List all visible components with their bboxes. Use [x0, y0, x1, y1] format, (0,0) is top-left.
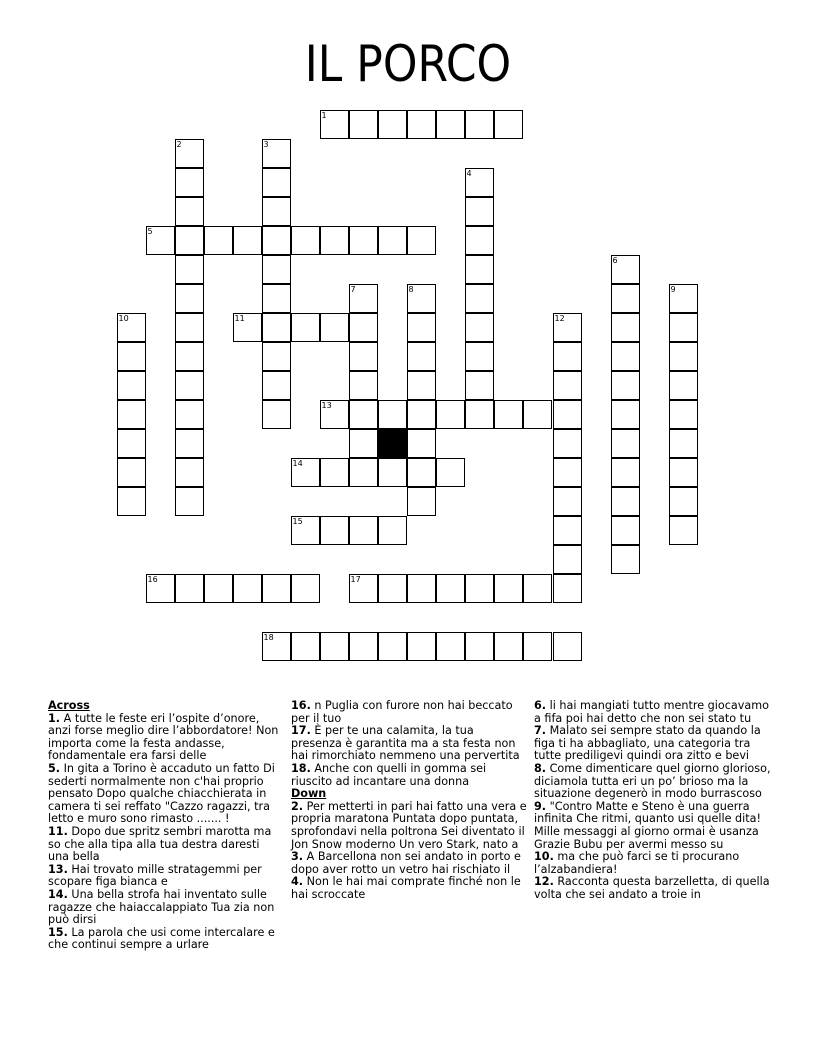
grid-cell[interactable] — [436, 632, 465, 661]
black-cell — [378, 429, 407, 458]
grid-cell[interactable] — [117, 342, 146, 371]
grid-cell[interactable] — [465, 313, 494, 342]
grid-cell[interactable] — [407, 226, 436, 255]
grid-cell[interactable] — [407, 371, 436, 400]
grid-cell[interactable] — [465, 284, 494, 313]
grid-cell[interactable] — [175, 197, 204, 226]
cell-number: 12 — [554, 313, 565, 323]
grid-cell[interactable] — [407, 487, 436, 516]
grid-cell[interactable] — [117, 429, 146, 458]
down-clue-9: 9. "Contro Matte e Steno è una guerra infinita Che ritmi, quanto usi quelle dita! Mille messaggi al giorno ormai è usanza Grazie Bubu per avermi messo su — [534, 799, 761, 851]
grid-cell[interactable] — [349, 313, 378, 342]
grid-cell[interactable] — [465, 226, 494, 255]
grid-cell[interactable] — [407, 400, 436, 429]
grid-cell[interactable] — [349, 226, 378, 255]
grid-cell[interactable] — [175, 168, 204, 197]
across-clue-5: 5. In gita a Torino è accaduto un fatto Di sederti normalmente non c'hai proprio pensato Dopo qualche chiacchierata in camera ti sei reffato "Cazzo ragazzi, tra letto e muro sono rimasto ....... ! — [48, 761, 275, 826]
grid-cell[interactable] — [117, 313, 146, 342]
grid-cell[interactable] — [349, 284, 378, 313]
grid-cell[interactable] — [553, 545, 582, 574]
across-clue-13: 13. Hai trovato mille stratagemmi per scopare figa bianca e — [48, 862, 262, 889]
grid-cell[interactable] — [669, 458, 698, 487]
grid-cell[interactable] — [262, 255, 291, 284]
cell-number: 13 — [321, 400, 332, 410]
grid-cell[interactable] — [378, 226, 407, 255]
cell-number: 17 — [350, 574, 361, 584]
grid-cell[interactable] — [436, 574, 465, 603]
cell-number: 11 — [234, 313, 245, 323]
grid-cell[interactable] — [378, 400, 407, 429]
grid-cell[interactable] — [262, 342, 291, 371]
cell-number: 6 — [612, 255, 618, 265]
across-clue-16: 16. n Puglia con furore non hai beccato per il tuo — [291, 699, 513, 725]
grid-cell[interactable] — [175, 400, 204, 429]
across-clue-11: 11. Dopo due spritz sembri marotta ma so che alla tipa alla tua destra daresti una bella — [48, 824, 272, 864]
grid-cell[interactable] — [611, 429, 640, 458]
grid-cell[interactable] — [291, 458, 320, 487]
grid-cell[interactable] — [553, 516, 582, 545]
grid-cell[interactable] — [291, 226, 320, 255]
cell-number: 14 — [292, 458, 303, 468]
cell-number: 1 — [321, 110, 327, 120]
grid-cell[interactable] — [465, 632, 494, 661]
grid-cell[interactable] — [553, 429, 582, 458]
down-clue-8: 8. Come dimenticare quel giorno glorioso, diciamola tutta eri un po’ brioso ma la situazione degenerò in modo burrascoso — [534, 761, 771, 801]
grid-cell[interactable] — [465, 255, 494, 284]
cell-number: 5 — [147, 226, 153, 236]
grid-cell[interactable] — [262, 197, 291, 226]
grid-cell[interactable] — [349, 516, 378, 545]
grid-cell[interactable] — [611, 400, 640, 429]
grid-cell[interactable] — [175, 371, 204, 400]
cell-number: 8 — [408, 284, 414, 294]
cell-number: 16 — [147, 574, 158, 584]
grid-cell[interactable] — [465, 342, 494, 371]
grid-cell[interactable] — [117, 487, 146, 516]
grid-cell[interactable] — [262, 574, 291, 603]
grid-cell[interactable] — [407, 429, 436, 458]
grid-cell[interactable] — [175, 574, 204, 603]
grid-cell[interactable] — [465, 110, 494, 139]
grid-cell[interactable] — [669, 284, 698, 313]
grid-cell[interactable] — [553, 632, 582, 661]
grid-cell[interactable] — [291, 516, 320, 545]
grid-cell[interactable] — [262, 168, 291, 197]
grid-cell[interactable] — [320, 110, 349, 139]
grid-cell[interactable] — [117, 371, 146, 400]
down-clue-12: 12. Racconta questa barzelletta, di quella volta che sei andato a troie in — [534, 875, 770, 901]
down-clue-6: 6. li hai mangiati tutto mentre giocavamo a fifa poi hai detto che non sei stato tu — [534, 699, 769, 725]
grid-cell[interactable] — [262, 313, 291, 342]
clues-column-1 — [48, 700, 284, 952]
grid-cell[interactable] — [436, 400, 465, 429]
grid-cell[interactable] — [436, 110, 465, 139]
grid-cell[interactable] — [611, 255, 640, 284]
grid-cell[interactable] — [611, 516, 640, 545]
grid-cell[interactable] — [320, 313, 349, 342]
grid-cell[interactable] — [407, 632, 436, 661]
grid-cell[interactable] — [611, 342, 640, 371]
grid-cell[interactable] — [553, 313, 582, 342]
grid-cell[interactable] — [146, 226, 175, 255]
grid-cell[interactable] — [553, 371, 582, 400]
grid-cell[interactable] — [291, 313, 320, 342]
grid-cell[interactable] — [669, 516, 698, 545]
grid-cell[interactable] — [320, 516, 349, 545]
grid-cell[interactable] — [378, 458, 407, 487]
cell-number: 18 — [263, 632, 274, 642]
grid-cell[interactable] — [204, 574, 233, 603]
grid-cell[interactable] — [611, 371, 640, 400]
grid-cell[interactable] — [320, 458, 349, 487]
cell-number: 10 — [118, 313, 129, 323]
cell-number: 7 — [350, 284, 356, 294]
grid-cell[interactable] — [523, 400, 552, 429]
down-header: Down — [291, 787, 327, 801]
across-clue-18: 18. Anche con quelli in gomma sei riuscito ad incantare una donna — [291, 761, 487, 788]
grid-cell[interactable] — [669, 313, 698, 342]
grid-cell[interactable] — [262, 400, 291, 429]
clues-column-3 — [534, 700, 772, 902]
grid-cell[interactable] — [378, 574, 407, 603]
grid-cell[interactable] — [204, 226, 233, 255]
grid-cell[interactable] — [349, 110, 378, 139]
grid-cell[interactable] — [669, 342, 698, 371]
grid-cell[interactable] — [378, 110, 407, 139]
grid-cell[interactable] — [553, 400, 582, 429]
grid-cell[interactable] — [175, 226, 204, 255]
across-clue-14: 14. Una bella strofa hai inventato sulle ragazze che haiaccalappiato Tua zia non può dirsi — [48, 887, 275, 927]
grid-cell[interactable] — [378, 632, 407, 661]
down-clue-10: 10. ma che può farci se ti procurano l’alzabandiera! — [534, 850, 740, 876]
puzzle-title: IL PORCO — [304, 35, 512, 93]
grid-cell[interactable] — [349, 342, 378, 371]
across-header: Across — [48, 699, 90, 712]
grid-cell[interactable] — [465, 400, 494, 429]
grid-cell[interactable] — [465, 371, 494, 400]
grid-cell[interactable] — [349, 400, 378, 429]
grid-cell[interactable] — [291, 632, 320, 661]
grid-cell[interactable] — [262, 139, 291, 168]
grid-cell[interactable] — [494, 110, 523, 139]
grid-cell[interactable] — [523, 632, 552, 661]
grid-cell[interactable] — [611, 487, 640, 516]
grid-cell[interactable] — [436, 458, 465, 487]
down-clue-4: 4. Non le hai mai comprate finché non le hai scroccate — [291, 875, 521, 901]
grid-cell[interactable] — [175, 342, 204, 371]
grid-cell[interactable] — [407, 313, 436, 342]
grid-cell[interactable] — [523, 574, 552, 603]
grid-cell[interactable] — [407, 574, 436, 603]
grid-cell[interactable] — [349, 574, 378, 603]
grid-cell[interactable] — [407, 284, 436, 313]
grid-cell[interactable] — [553, 458, 582, 487]
grid-cell[interactable] — [262, 371, 291, 400]
grid-cell[interactable] — [117, 458, 146, 487]
across-clue-17: 17. È per te una calamita, la tua presenza è garantita ma a sta festa non hai rimorchiato nemmeno una pervertita — [291, 724, 520, 763]
cell-number: 2 — [176, 139, 182, 149]
down-clue-3: 3. A Barcellona non sei andato in porto e dopo aver rotto un vetro hai rischiato il — [291, 850, 521, 876]
grid-cell[interactable] — [349, 632, 378, 661]
grid-cell[interactable] — [262, 284, 291, 313]
grid-cell[interactable] — [175, 139, 204, 168]
grid-cell[interactable] — [233, 574, 262, 603]
grid-cell[interactable] — [320, 400, 349, 429]
cell-number: 15 — [292, 516, 303, 526]
cell-number: 3 — [263, 139, 269, 149]
grid-cell[interactable] — [175, 487, 204, 516]
across-clue-1: 1. A tutte le feste eri l’ospite d’onore, anzi forse meglio dire l’abbordatore! Non importa come la festa andasse, fondamentale era farsi delle — [48, 711, 279, 763]
grid-cell[interactable] — [117, 400, 146, 429]
grid-cell[interactable] — [349, 429, 378, 458]
grid-cell[interactable] — [349, 458, 378, 487]
grid-cell[interactable] — [465, 168, 494, 197]
cell-number: 9 — [670, 284, 676, 294]
grid-cell[interactable] — [175, 284, 204, 313]
grid-cell[interactable] — [465, 197, 494, 226]
grid-cell[interactable] — [494, 400, 523, 429]
grid-cell[interactable] — [233, 313, 262, 342]
grid-cell[interactable] — [465, 574, 494, 603]
grid-cell[interactable] — [553, 574, 582, 603]
grid-cell[interactable] — [407, 110, 436, 139]
grid-cell[interactable] — [349, 371, 378, 400]
grid-cell[interactable] — [669, 371, 698, 400]
grid-cell[interactable] — [407, 458, 436, 487]
grid-cell[interactable] — [611, 313, 640, 342]
grid-cell[interactable] — [175, 458, 204, 487]
grid-cell[interactable] — [553, 342, 582, 371]
grid-cell[interactable] — [175, 255, 204, 284]
clues-column-2 — [291, 700, 527, 902]
grid-cell[interactable] — [320, 226, 349, 255]
grid-cell[interactable] — [320, 632, 349, 661]
grid-cell[interactable] — [611, 545, 640, 574]
down-clue-2: 2. Per metterti in pari hai fatto una vera e propria maratona Puntata dopo puntata, sprofondavi nella poltrona Sei diventato il Jon Snow moderno Un vero Stark, nato a — [291, 799, 527, 851]
grid-cell[interactable] — [175, 313, 204, 342]
grid-cell[interactable] — [378, 516, 407, 545]
grid-cell[interactable] — [233, 226, 262, 255]
grid-cell[interactable] — [175, 429, 204, 458]
grid-cell[interactable] — [611, 284, 640, 313]
grid-cell[interactable] — [669, 429, 698, 458]
grid-cell[interactable] — [553, 487, 582, 516]
cell-number: 4 — [466, 168, 472, 178]
grid-cell[interactable] — [669, 400, 698, 429]
grid-cell[interactable] — [494, 574, 523, 603]
grid-cell[interactable] — [611, 458, 640, 487]
across-clue-15: 15. La parola che usi come intercalare e che continui sempre a urlare — [48, 925, 275, 952]
grid-cell[interactable] — [262, 632, 291, 661]
grid-cell[interactable] — [291, 574, 320, 603]
down-clue-7: 7. Malato sei sempre stato da quando la figa ti ha abbagliato, una categoria tra tutte prediligevi quindi ora zitto e bevi — [534, 724, 761, 763]
grid-cell[interactable] — [262, 226, 291, 255]
grid-cell[interactable] — [146, 574, 175, 603]
grid-cell[interactable] — [494, 632, 523, 661]
grid-cell[interactable] — [669, 487, 698, 516]
grid-cell[interactable] — [407, 342, 436, 371]
